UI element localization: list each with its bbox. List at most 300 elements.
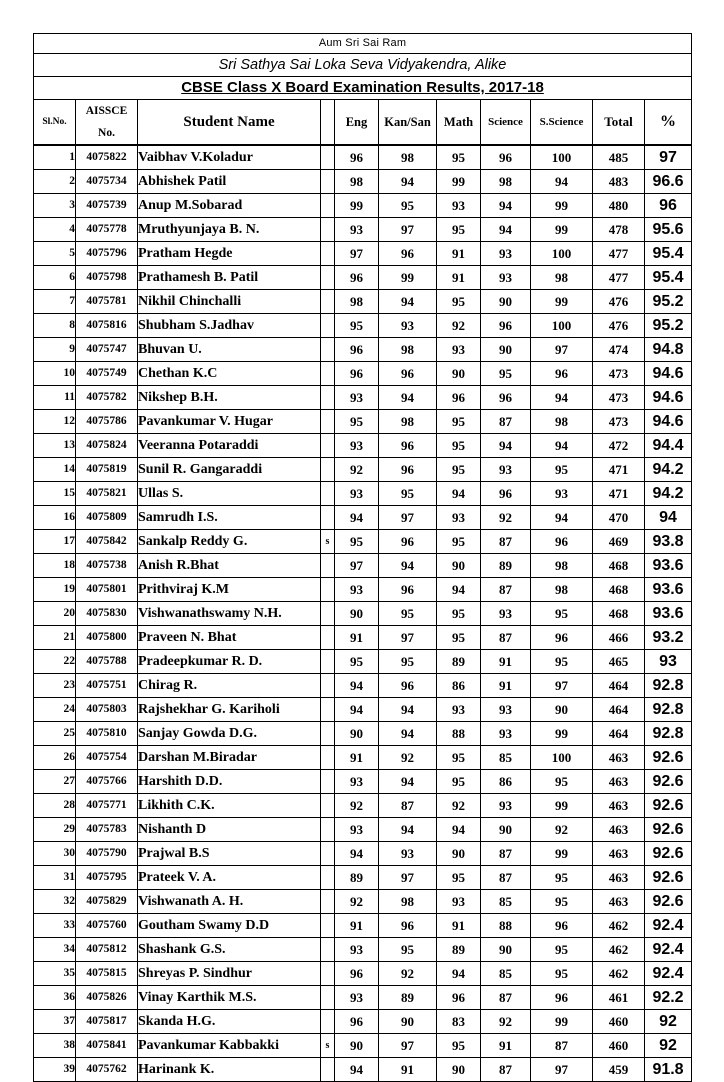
cell-math: 94 [437,482,481,506]
cell-flag [321,170,335,194]
table-row [34,290,692,314]
cell-eng: 93 [335,578,379,602]
cell-student-name: Mruthyunjaya B. N. [138,218,321,242]
cell-kan-san: 96 [379,914,437,938]
table-row [34,554,692,578]
cell-flag [321,626,335,650]
cell-eng: 95 [335,530,379,554]
cell-total: 463 [593,842,645,866]
cell-percent: 92.6 [645,818,692,842]
cell-percent: 92.4 [645,938,692,962]
column-header-eng: Eng [335,100,379,146]
cell-math: 95 [437,458,481,482]
cell-math: 95 [437,410,481,434]
cell-percent: 92.4 [645,914,692,938]
cell-sl-no: 31 [34,866,76,890]
cell-total: 459 [593,1058,645,1082]
cell-student-name: Prajwal B.S [138,842,321,866]
table-row [34,145,692,170]
cell-percent: 93 [645,650,692,674]
cell-science: 87 [481,866,531,890]
cell-sl-no: 15 [34,482,76,506]
table-row [34,650,692,674]
cell-student-name: Pratham Hegde [138,242,321,266]
table-row [34,938,692,962]
cell-s-science: 99 [531,290,593,314]
cell-student-name: Anish R.Bhat [138,554,321,578]
cell-total: 460 [593,1010,645,1034]
cell-eng: 96 [335,145,379,170]
cell-percent: 94.6 [645,362,692,386]
cell-aissce-no: 4075821 [76,482,138,506]
cell-aissce-no: 4075786 [76,410,138,434]
table-row [34,626,692,650]
column-header-percent: % [645,100,692,146]
cell-science: 92 [481,506,531,530]
cell-science: 96 [481,314,531,338]
cell-s-science: 97 [531,338,593,362]
cell-math: 89 [437,938,481,962]
table-row [34,362,692,386]
cell-kan-san: 92 [379,746,437,770]
cell-flag [321,938,335,962]
cell-s-science: 99 [531,1010,593,1034]
cell-percent: 94 [645,506,692,530]
table-header-row [34,100,692,146]
cell-sl-no: 32 [34,890,76,914]
cell-total: 471 [593,482,645,506]
cell-total: 468 [593,554,645,578]
table-row [34,986,692,1010]
cell-aissce-no: 4075816 [76,314,138,338]
cell-aissce-no: 4075829 [76,890,138,914]
cell-sl-no: 26 [34,746,76,770]
cell-sl-no: 29 [34,818,76,842]
cell-percent: 91.8 [645,1058,692,1082]
column-header-kan-san: Kan/San [379,100,437,146]
cell-math: 94 [437,578,481,602]
cell-eng: 93 [335,818,379,842]
cell-eng: 97 [335,554,379,578]
cell-total: 473 [593,362,645,386]
cell-total: 460 [593,1034,645,1058]
table-row [34,1010,692,1034]
cell-science: 87 [481,410,531,434]
cell-s-science: 98 [531,410,593,434]
cell-kan-san: 94 [379,698,437,722]
cell-aissce-no: 4075751 [76,674,138,698]
cell-science: 90 [481,338,531,362]
cell-student-name: Shreyas P. Sindhur [138,962,321,986]
table-row [34,698,692,722]
cell-kan-san: 89 [379,986,437,1010]
cell-aissce-no: 4075781 [76,290,138,314]
cell-flag [321,578,335,602]
cell-aissce-no: 4075810 [76,722,138,746]
cell-percent: 92 [645,1010,692,1034]
cell-kan-san: 94 [379,818,437,842]
cell-kan-san: 95 [379,938,437,962]
cell-eng: 90 [335,722,379,746]
cell-s-science: 100 [531,314,593,338]
cell-flag [321,746,335,770]
cell-kan-san: 96 [379,530,437,554]
cell-s-science: 99 [531,194,593,218]
cell-s-science: 95 [531,890,593,914]
cell-percent: 92.6 [645,794,692,818]
cell-total: 473 [593,386,645,410]
cell-total: 464 [593,698,645,722]
cell-math: 93 [437,506,481,530]
cell-flag [321,1010,335,1034]
cell-sl-no: 28 [34,794,76,818]
cell-student-name: Pavankumar Kabbakki [138,1034,321,1058]
cell-student-name: Veeranna Potaraddi [138,434,321,458]
cell-student-name: Nikhil Chinchalli [138,290,321,314]
cell-kan-san: 95 [379,194,437,218]
cell-total: 476 [593,314,645,338]
cell-total: 464 [593,674,645,698]
cell-percent: 93.6 [645,602,692,626]
cell-percent: 92.6 [645,746,692,770]
cell-science: 93 [481,722,531,746]
cell-total: 469 [593,530,645,554]
cell-math: 90 [437,842,481,866]
cell-total: 463 [593,746,645,770]
cell-eng: 96 [335,338,379,362]
cell-science: 90 [481,290,531,314]
cell-science: 87 [481,626,531,650]
cell-aissce-no: 4075819 [76,458,138,482]
cell-total: 463 [593,866,645,890]
cell-science: 87 [481,986,531,1010]
cell-science: 93 [481,602,531,626]
cell-kan-san: 98 [379,890,437,914]
cell-eng: 93 [335,386,379,410]
cell-aissce-no: 4075817 [76,1010,138,1034]
cell-student-name: Rajshekhar G. Kariholi [138,698,321,722]
cell-s-science: 97 [531,1058,593,1082]
cell-math: 95 [437,770,481,794]
cell-s-science: 95 [531,938,593,962]
cell-percent: 92.8 [645,674,692,698]
table-row [34,194,692,218]
cell-science: 87 [481,1058,531,1082]
cell-total: 463 [593,794,645,818]
cell-science: 85 [481,890,531,914]
cell-kan-san: 98 [379,145,437,170]
cell-math: 95 [437,290,481,314]
cell-kan-san: 95 [379,602,437,626]
cell-eng: 93 [335,938,379,962]
cell-eng: 95 [335,410,379,434]
cell-student-name: Vinay Karthik M.S. [138,986,321,1010]
table-row [34,242,692,266]
cell-sl-no: 37 [34,1010,76,1034]
cell-science: 96 [481,386,531,410]
cell-aissce-no: 4075762 [76,1058,138,1082]
cell-eng: 94 [335,698,379,722]
cell-percent: 95.2 [645,290,692,314]
cell-math: 95 [437,602,481,626]
table-row [34,458,692,482]
cell-math: 92 [437,794,481,818]
cell-kan-san: 96 [379,458,437,482]
cell-eng: 93 [335,434,379,458]
cell-eng: 93 [335,986,379,1010]
cell-kan-san: 96 [379,362,437,386]
cell-eng: 97 [335,242,379,266]
cell-total: 477 [593,266,645,290]
cell-flag [321,290,335,314]
cell-sl-no: 12 [34,410,76,434]
cell-flag [321,410,335,434]
cell-eng: 93 [335,482,379,506]
cell-student-name: Shashank G.S. [138,938,321,962]
cell-eng: 91 [335,626,379,650]
cell-percent: 92.6 [645,770,692,794]
cell-math: 95 [437,746,481,770]
cell-sl-no: 25 [34,722,76,746]
cell-flag [321,770,335,794]
cell-sl-no: 21 [34,626,76,650]
cell-s-science: 96 [531,530,593,554]
title-row-1 [34,34,692,54]
cell-science: 89 [481,554,531,578]
cell-eng: 94 [335,842,379,866]
cell-aissce-no: 4075822 [76,145,138,170]
cell-aissce-no: 4075812 [76,938,138,962]
table-row [34,866,692,890]
cell-flag [321,338,335,362]
cell-s-science: 100 [531,145,593,170]
cell-science: 96 [481,482,531,506]
cell-flag [321,362,335,386]
cell-eng: 90 [335,602,379,626]
cell-eng: 93 [335,218,379,242]
cell-sl-no: 17 [34,530,76,554]
cell-s-science: 95 [531,650,593,674]
cell-aissce-no: 4075842 [76,530,138,554]
cell-sl-no: 3 [34,194,76,218]
cell-aissce-no: 4075790 [76,842,138,866]
cell-kan-san: 94 [379,170,437,194]
cell-flag [321,674,335,698]
cell-aissce-no: 4075841 [76,1034,138,1058]
cell-math: 91 [437,266,481,290]
cell-flag [321,818,335,842]
cell-total: 463 [593,818,645,842]
cell-sl-no: 38 [34,1034,76,1058]
table-body [34,34,692,1082]
cell-aissce-no: 4075766 [76,770,138,794]
cell-total: 476 [593,290,645,314]
cell-kan-san: 96 [379,674,437,698]
column-header-total: Total [593,100,645,146]
cell-math: 91 [437,914,481,938]
cell-s-science: 98 [531,578,593,602]
cell-s-science: 98 [531,266,593,290]
cell-s-science: 94 [531,434,593,458]
cell-sl-no: 1 [34,145,76,170]
cell-kan-san: 93 [379,842,437,866]
cell-total: 462 [593,938,645,962]
cell-eng: 92 [335,890,379,914]
table-row [34,266,692,290]
cell-math: 95 [437,626,481,650]
cell-math: 95 [437,866,481,890]
cell-percent: 93.2 [645,626,692,650]
cell-flag [321,962,335,986]
cell-aissce-no: 4075788 [76,650,138,674]
table-row [34,722,692,746]
cell-percent: 94.2 [645,458,692,482]
cell-kan-san: 97 [379,1034,437,1058]
cell-s-science: 96 [531,362,593,386]
cell-aissce-no: 4075739 [76,194,138,218]
cell-percent: 92.6 [645,842,692,866]
cell-science: 91 [481,674,531,698]
cell-total: 463 [593,890,645,914]
cell-sl-no: 13 [34,434,76,458]
cell-sl-no: 36 [34,986,76,1010]
cell-s-science: 100 [531,746,593,770]
cell-student-name: Bhuvan U. [138,338,321,362]
cell-flag [321,722,335,746]
table-row [34,914,692,938]
cell-science: 95 [481,362,531,386]
table-row [34,338,692,362]
cell-aissce-no: 4075738 [76,554,138,578]
cell-sl-no: 33 [34,914,76,938]
cell-science: 93 [481,794,531,818]
table-row [34,794,692,818]
table-row [34,506,692,530]
cell-student-name: Likhith C.K. [138,794,321,818]
cell-kan-san: 98 [379,410,437,434]
cell-sl-no: 27 [34,770,76,794]
cell-student-name: Anup M.Sobarad [138,194,321,218]
column-header-math: Math [437,100,481,146]
cell-kan-san: 93 [379,314,437,338]
cell-total: 465 [593,650,645,674]
cell-flag [321,218,335,242]
cell-s-science: 95 [531,866,593,890]
cell-flag [321,794,335,818]
cell-aissce-no: 4075830 [76,602,138,626]
cell-aissce-no: 4075771 [76,794,138,818]
cell-math: 95 [437,1034,481,1058]
cell-math: 93 [437,698,481,722]
cell-science: 93 [481,458,531,482]
cell-student-name: Abhishek Patil [138,170,321,194]
cell-math: 90 [437,554,481,578]
cell-student-name: Prathamesh B. Patil [138,266,321,290]
cell-math: 90 [437,1058,481,1082]
cell-science: 93 [481,698,531,722]
cell-math: 96 [437,986,481,1010]
cell-aissce-no: 4075800 [76,626,138,650]
cell-student-name: Ullas S. [138,482,321,506]
cell-aissce-no: 4075826 [76,986,138,1010]
table-row [34,770,692,794]
cell-kan-san: 90 [379,1010,437,1034]
cell-s-science: 95 [531,962,593,986]
cell-student-name: Pavankumar V. Hugar [138,410,321,434]
table-row [34,818,692,842]
column-header-flag [321,100,335,146]
cell-science: 93 [481,242,531,266]
table-row [34,410,692,434]
cell-student-name: Harinank K. [138,1058,321,1082]
cell-percent: 95.2 [645,314,692,338]
cell-eng: 94 [335,674,379,698]
cell-total: 468 [593,602,645,626]
cell-sl-no: 7 [34,290,76,314]
cell-eng: 98 [335,290,379,314]
cell-eng: 91 [335,914,379,938]
cell-aissce-no: 4075783 [76,818,138,842]
table-row [34,746,692,770]
cell-sl-no: 20 [34,602,76,626]
cell-flag: s [321,530,335,554]
cell-student-name: Prithviraj K.M [138,578,321,602]
cell-science: 85 [481,746,531,770]
cell-sl-no: 11 [34,386,76,410]
cell-science: 98 [481,170,531,194]
cell-s-science: 96 [531,914,593,938]
table-row [34,218,692,242]
cell-percent: 93.6 [645,554,692,578]
cell-aissce-no: 4075734 [76,170,138,194]
cell-total: 483 [593,170,645,194]
cell-math: 94 [437,962,481,986]
cell-aissce-no: 4075803 [76,698,138,722]
cell-aissce-no: 4075796 [76,242,138,266]
cell-math: 92 [437,314,481,338]
cell-s-science: 95 [531,602,593,626]
cell-eng: 89 [335,866,379,890]
cell-total: 478 [593,218,645,242]
cell-sl-no: 23 [34,674,76,698]
cell-student-name: Nikshep B.H. [138,386,321,410]
cell-kan-san: 95 [379,650,437,674]
cell-science: 93 [481,266,531,290]
cell-total: 472 [593,434,645,458]
cell-eng: 93 [335,770,379,794]
cell-science: 85 [481,962,531,986]
cell-science: 94 [481,434,531,458]
column-header-student-name: Student Name [138,100,321,146]
cell-math: 93 [437,194,481,218]
cell-kan-san: 96 [379,242,437,266]
cell-total: 477 [593,242,645,266]
cell-eng: 96 [335,266,379,290]
cell-science: 90 [481,938,531,962]
cell-science: 90 [481,818,531,842]
cell-kan-san: 97 [379,626,437,650]
column-header-sl-no: Sl.No. [34,100,76,146]
cell-total: 462 [593,962,645,986]
page-title [34,77,692,100]
cell-kan-san: 94 [379,386,437,410]
column-header-aissce-no: AISSCE No. [76,100,138,146]
cell-student-name: Samrudh I.S. [138,506,321,530]
cell-flag [321,650,335,674]
cell-science: 87 [481,578,531,602]
cell-science: 92 [481,1010,531,1034]
cell-math: 94 [437,818,481,842]
